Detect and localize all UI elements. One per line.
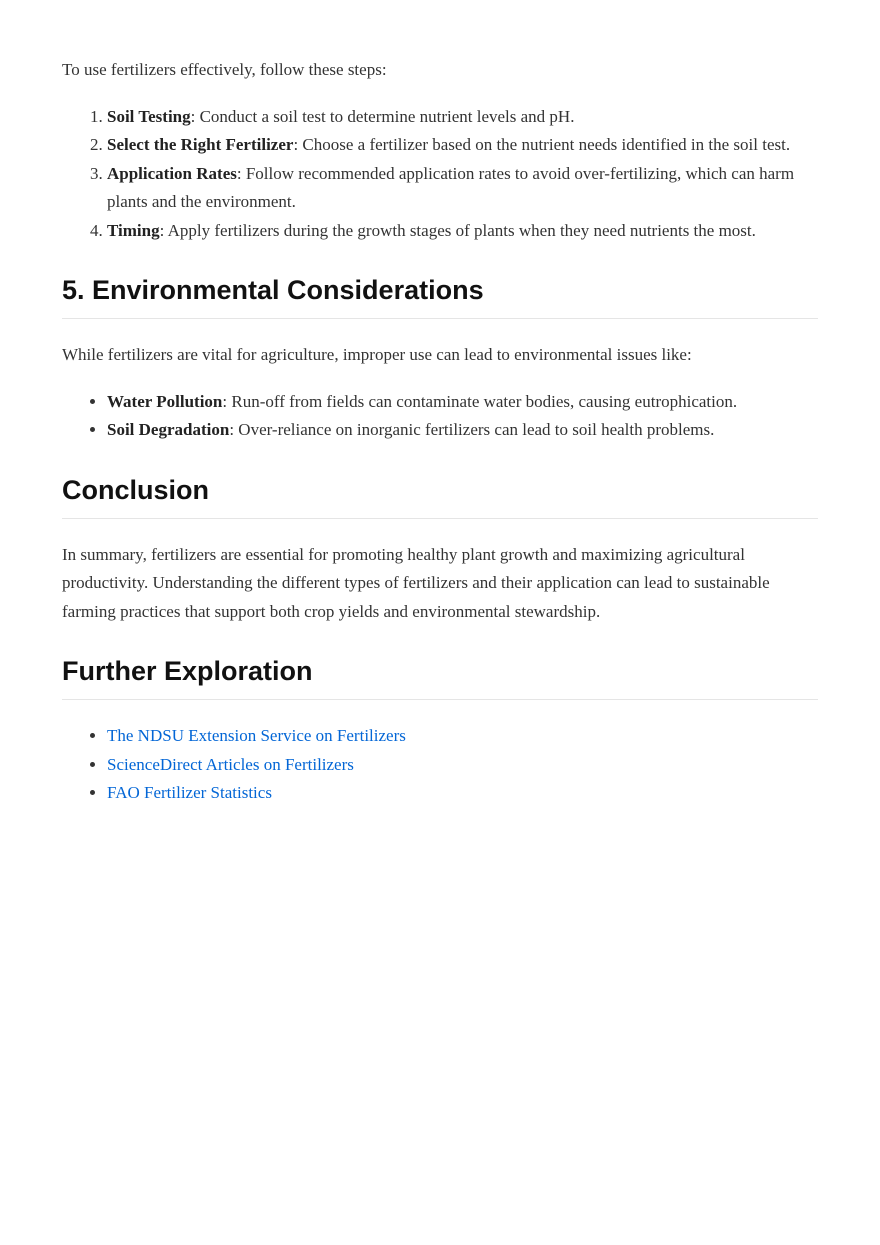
list-item bbox=[107, 751, 818, 780]
steps-intro: To use fertilizers effectively, follow these steps: bbox=[62, 60, 387, 79]
list-item bbox=[107, 779, 818, 808]
link-fao[interactable]: FAO Fertilizer Statistics bbox=[107, 783, 272, 802]
list-item: 3. Application Rates: Follow recommended application rates to avoid over-fertilizing, which can harm plants and the environment. bbox=[107, 160, 818, 217]
list-item: • Water Pollution: Run-off from fields can contaminate water bodies, causing eutrophication. bbox=[107, 388, 818, 417]
list-item: 1. Soil Testing: Conduct a soil test to determine nutrient levels and pH. bbox=[107, 103, 818, 132]
list-item bbox=[107, 722, 818, 751]
list-item: 4. Timing: Apply fertilizers during the growth stages of plants when they need nutrients the most. bbox=[107, 217, 818, 246]
link-sciencedirect[interactable]: ScienceDirect Articles on Fertilizers bbox=[107, 754, 354, 774]
section-heading: 5. Environmental Considerations bbox=[62, 275, 818, 319]
list-item: 2. Select the Right Fertilizer: Choose a fertilizer based on the nutrient needs identified in the soil test. bbox=[107, 131, 818, 160]
conclusion-text: In summary, fertilizers are essential for promoting healthy plant growth and maximizing agricultural productivity. Understanding the different types of fertilizers and their application can lead to sustainable farming practices that support both crop yields and environmental stewardship. bbox=[62, 544, 770, 621]
link-ndsu[interactable]: The NDSU Extension Service on Fertilizers bbox=[107, 726, 406, 745]
section-heading: Further Exploration bbox=[62, 656, 818, 700]
document-body bbox=[62, 56, 818, 808]
section-heading: Conclusion bbox=[62, 475, 818, 519]
list-item: • Soil Degradation: Over-reliance on inorganic fertilizers can lead to soil health problems. bbox=[107, 416, 818, 445]
steps-list bbox=[62, 103, 818, 246]
env-intro: While fertilizers are vital for agriculture, improper use can lead to environmental issues like: bbox=[62, 345, 692, 364]
env-list bbox=[62, 388, 818, 445]
links-list bbox=[62, 722, 818, 808]
